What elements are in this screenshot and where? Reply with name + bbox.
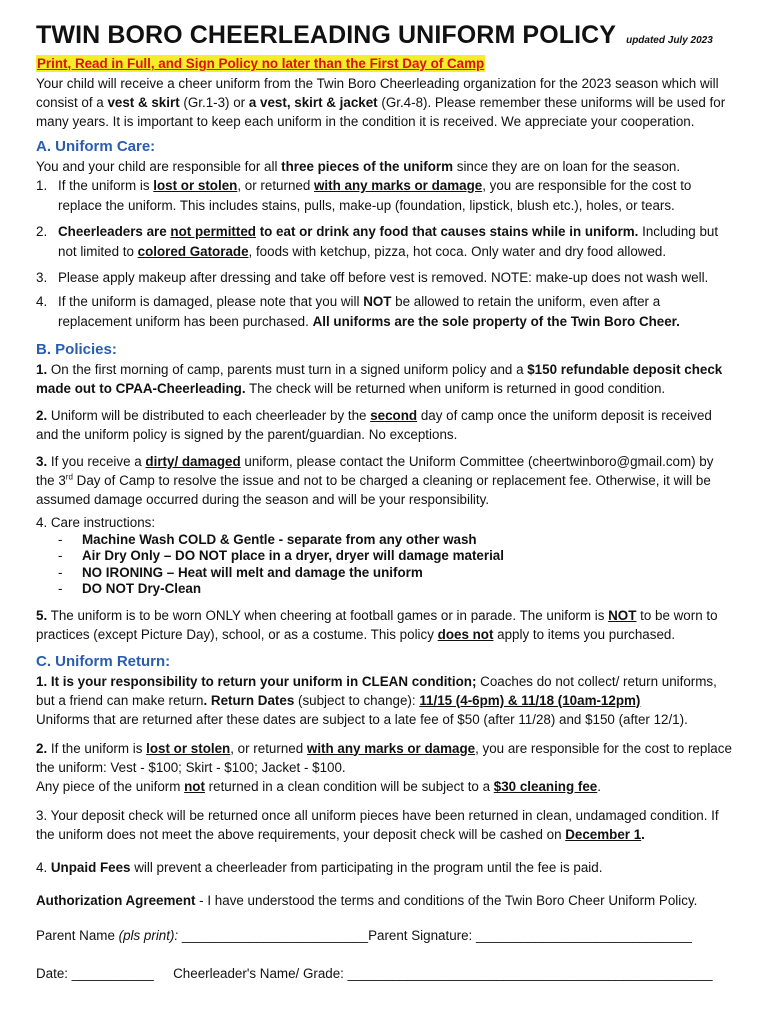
policy-3: 3. If you receive a dirty/ damaged uniform, please contact the Uniform Committee (cheertwinboro@gmail.com) by the 3rd Day of Camp to resolve the issue and not to be charged a cleaning or replacement fee. Otherwise, it will be assumed damage occurred during the season and will be your responsibility. bbox=[36, 454, 714, 507]
parent-signature-field[interactable]: Parent Signature: _____________________________ bbox=[368, 927, 692, 943]
care-instruction: - DO NOT Dry-Clean bbox=[58, 581, 202, 596]
title-row bbox=[36, 0, 734, 50]
care-item-4: 4. If the uniform is damaged, please note that you will NOT be allowed to retain the uniform, even after a replacement uniform has been purchased. All uniforms are the sole property of the Twin Boro Cheer. bbox=[36, 294, 680, 329]
return-4: 4. Unpaid Fees will prevent a cheerleader from participating in the program until the fee is paid. bbox=[36, 859, 603, 875]
policy-4-care-instructions: 4. Care instructions: - Machine Wash COLD & Gentle - separate from any other wash - Air Dry Only – DO NOT place in a dryer, dryer will damage material - NO IRONING – Heat will melt and damage the uniform - DO NOT Dry-Clean bbox=[36, 515, 734, 598]
care-item-2: 2. Cheerleaders are not permitted to eat or drink any food that causes stains while in uniform. Including but not limited to colored Gatorade, foods with ketchup, pizza, hot coca. Only water and dry food allowed. bbox=[36, 224, 719, 259]
care-instruction: - NO IRONING – Heat will melt and damage the uniform bbox=[58, 564, 423, 580]
parent-name-field[interactable]: Parent Name (pls print): _________________________ bbox=[36, 927, 369, 943]
return-3: 3. Your deposit check will be returned once all uniform pieces have been returned in clean, undamaged condition. If the uniform does not meet the above requirements, your deposit check will be cashed on December 1. bbox=[36, 807, 719, 842]
parent-signature-line bbox=[36, 926, 734, 946]
intro-paragraph: Your child will receive a cheer uniform from the Twin Boro Cheerleading organization for the 2023 season which will consist of a vest & skirt (Gr.1-3) or a vest, skirt & jacket (Gr.4-8). Please remember these uniforms will be used for many years. It is important to keep each uniform in the condition it is received. We appreciate your cooperation. bbox=[36, 76, 726, 129]
care-instructions-list bbox=[36, 532, 734, 598]
care-instruction: - Machine Wash COLD & Gentle - separate from any other wash bbox=[58, 531, 477, 547]
return-1: 1. It is your responsibility to return your uniform in CLEAN condition; Coaches do not collect/ return uniforms, but a friend can make return. Return Dates (subject to change): 11/15 (4-6pm) & 11/18 (10am-12pm) Uniforms that are returned after these dates are subject to a late fee of $50 (after 11/28) and $150 (after 12/1). bbox=[36, 673, 717, 727]
section-heading-policies: B. Policies: bbox=[36, 341, 117, 358]
policy-1: 1. On the first morning of camp, parents must turn in a signed uniform policy and a $150 refundable deposit check made out to CPAA-Cheerleading. The check will be returned when uniform is returned in good condition. bbox=[36, 362, 723, 396]
care-item-1: 1. If the uniform is lost or stolen, or returned with any marks or damage, you are responsible for the cost to replace the uniform. This includes stains, pulls, make-up (foundation, lipstick, blush etc.), holes, or tears. bbox=[36, 178, 692, 213]
updated-date: updated July 2023 bbox=[626, 35, 713, 46]
section-heading-uniform-return: C. Uniform Return: bbox=[36, 652, 171, 670]
uniform-care-lead: You and your child are responsible for all three pieces of the uniform since they are on loan for the season. bbox=[36, 159, 681, 174]
return-2: 2. If the uniform is lost or stolen, or returned with any marks or damage, you are responsible for the cost to replace the uniform: Vest - $100; Skirt - $100; Jacket - $100. Any piece of the uniform not returned in a clean condition will be subject to a $30 cleaning fee. bbox=[36, 740, 732, 794]
page-title: TWIN BORO CHEERLEADING UNIFORM POLICY bbox=[36, 21, 617, 49]
policy-5: 5. The uniform is to be worn ONLY when cheering at football games or in parade. The uniform is NOT to be worn to practices (except Picture Day), school, or as a costume. This policy does not apply to items you purchased. bbox=[36, 607, 718, 642]
cheerleader-name-grade-field[interactable]: Cheerleader's Name/ Grade: _________________________________________________ bbox=[173, 965, 713, 981]
authorization-agreement: Authorization Agreement - I have understood the terms and conditions of the Twin Boro Cheer Uniform Policy. bbox=[36, 892, 698, 908]
date-cheerleader-line bbox=[36, 964, 734, 984]
policy-2: 2. Uniform will be distributed to each cheerleader by the second day of camp once the uniform deposit is received and the uniform policy is signed by the parent/guardian. No exceptions. bbox=[36, 408, 712, 442]
date-field[interactable]: Date: ___________ bbox=[36, 965, 154, 981]
care-instruction: - Air Dry Only – DO NOT place in a dryer, dryer will damage material bbox=[58, 548, 504, 563]
section-heading-uniform-care: A. Uniform Care: bbox=[36, 138, 156, 155]
care-item-3: 3. Please apply makeup after dressing and take off before vest is removed. NOTE: make-up does not wash well. bbox=[36, 270, 709, 285]
instruction-banner: Print, Read in Full, and Sign Policy no later than the First Day of Camp bbox=[37, 56, 485, 71]
